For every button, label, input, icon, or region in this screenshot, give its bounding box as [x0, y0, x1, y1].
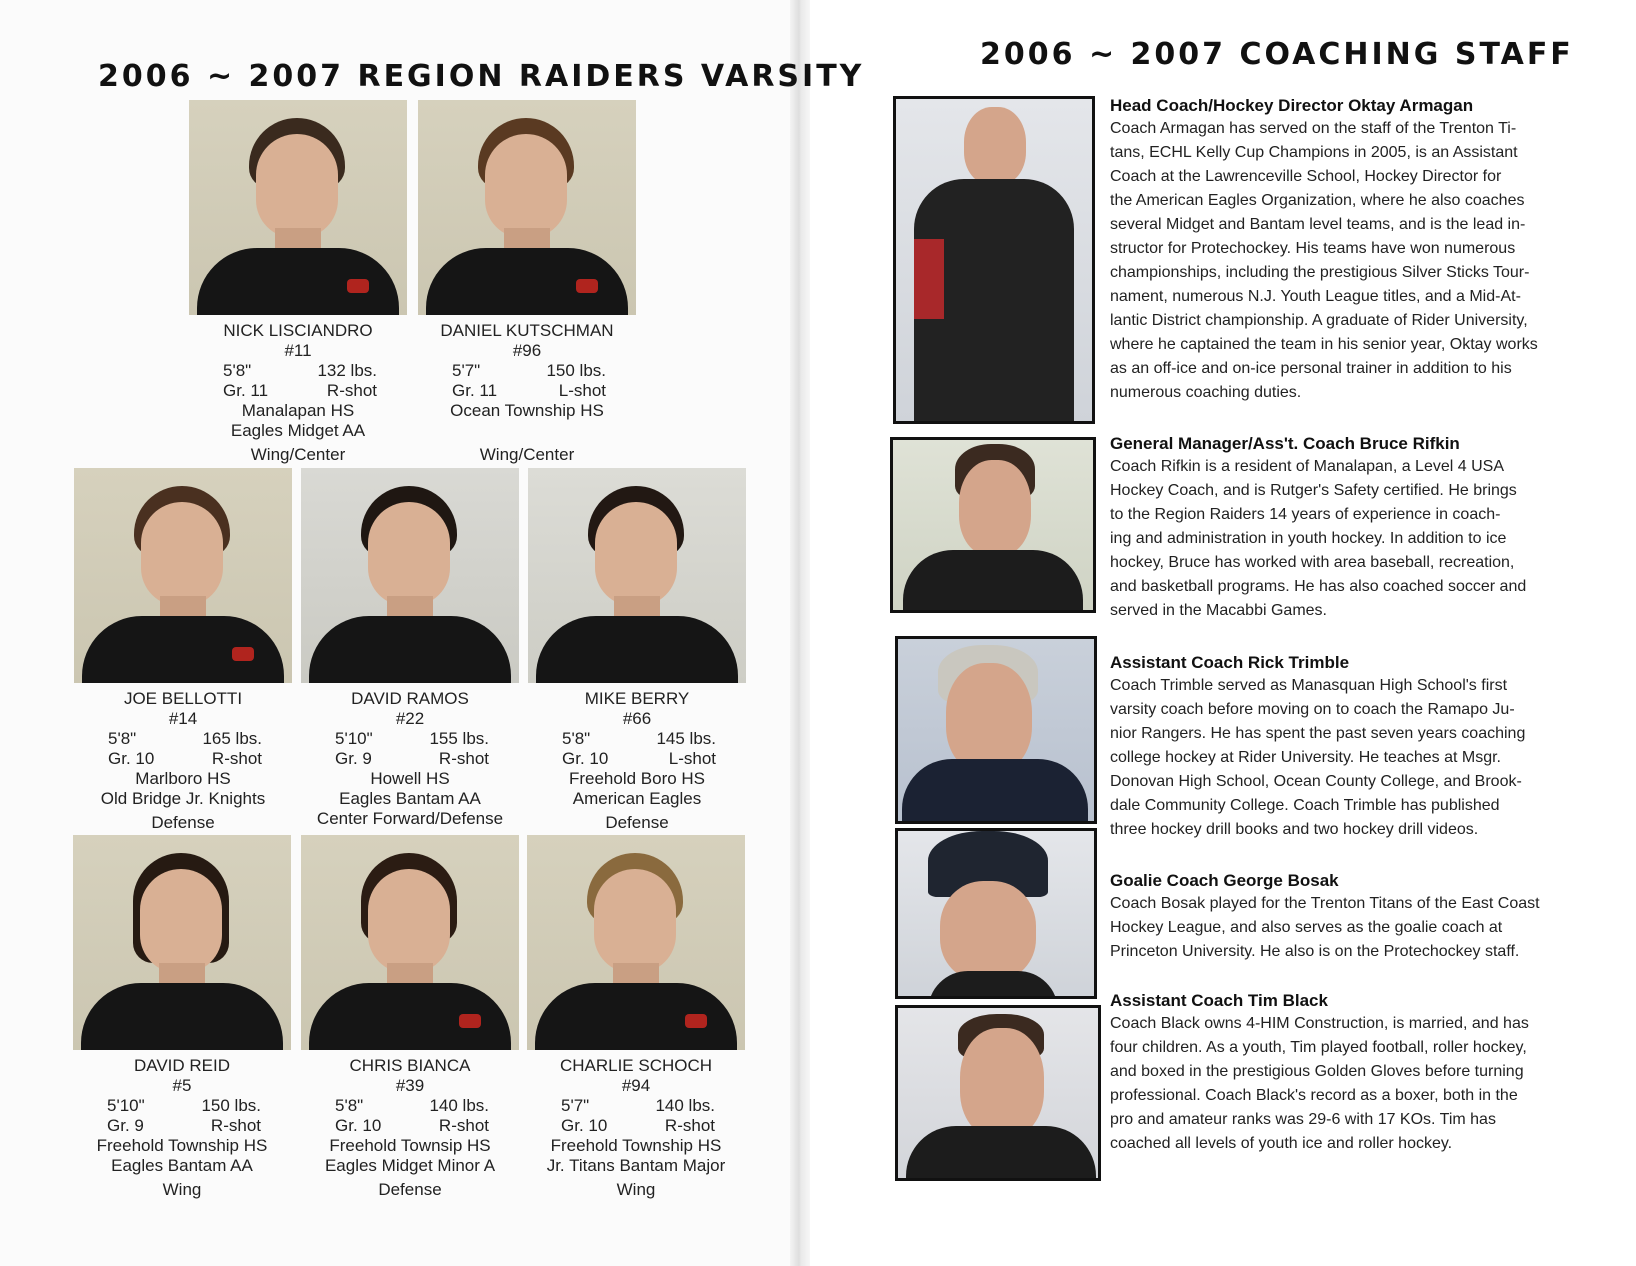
player-card: [528, 468, 746, 833]
player-card: [418, 100, 636, 465]
player-weight: 140 lbs.: [429, 1096, 489, 1115]
region-logo-icon: [459, 1014, 481, 1028]
player-grade: Gr. 10: [335, 1116, 382, 1135]
player-number: #96: [512, 341, 542, 360]
player-number: #5: [172, 1076, 192, 1095]
coaching-staff-heading: 2006 ~ 2007 COACHING STAFF: [980, 37, 1574, 72]
player-photo: [527, 835, 745, 1050]
player-height: 5'8": [335, 1096, 364, 1115]
player-weight: 150 lbs.: [546, 361, 606, 380]
player-team: Old Bridge Jr. Knights: [100, 789, 266, 808]
coach-title: Assistant Coach Tim Black: [1110, 991, 1328, 1010]
player-card: [189, 100, 407, 465]
player-photo: [189, 100, 407, 315]
player-shot: R-shot: [326, 381, 377, 400]
player-name: NICK LISCIANDRO: [223, 321, 373, 340]
player-position: Defense: [605, 813, 669, 832]
player-photo: [301, 835, 519, 1050]
player-weight: 150 lbs.: [201, 1096, 261, 1115]
coach-photo: [895, 636, 1097, 824]
player-photo: [528, 468, 746, 683]
book-gutter: [790, 0, 810, 1266]
player-weight: 140 lbs.: [655, 1096, 715, 1115]
player-height: 5'8": [223, 361, 252, 380]
region-logo-icon: [347, 279, 369, 293]
player-name: DANIEL KUTSCHMAN: [440, 321, 614, 340]
player-weight: 132 lbs.: [317, 361, 377, 380]
coach-bio: Coach Trimble served as Manasquan High School's first varsity coach before moving on to coach the Ramapo Ju- nior Rangers. He has spent the past seven years coaching college hockey at Rider University. He teaches at Msgr. Donovan High School, Ocean County College, and Brook- dale Community College. Coach Trimble has published three hockey drill books and two hockey drill videos.: [1110, 677, 1526, 838]
coach-entry: [1110, 433, 1550, 623]
player-weight: 155 lbs.: [429, 729, 489, 748]
player-number: #22: [395, 709, 425, 728]
player-team: Eagles Bantam AA: [339, 789, 481, 808]
player-position: Wing/Center: [250, 445, 346, 464]
player-height: 5'10": [107, 1096, 145, 1115]
coach-bio: Coach Bosak played for the Trenton Titans of the East Coast Hockey League, and also serves as the goalie coach at Princeton University. He also is on the Protechockey staff.: [1110, 895, 1540, 960]
player-school: Marlboro HS: [135, 769, 231, 788]
player-school: Freehold Township HS: [550, 1136, 722, 1155]
player-shot: R-shot: [664, 1116, 715, 1135]
player-grade: Gr. 10: [108, 749, 155, 768]
player-card: [527, 835, 745, 1200]
coach-photo: [895, 828, 1097, 999]
region-logo-icon: [232, 647, 254, 661]
player-number: #94: [621, 1076, 651, 1095]
player-card: [73, 835, 291, 1200]
player-name: DAVID RAMOS: [351, 689, 469, 708]
player-grade: Gr. 11: [223, 381, 269, 400]
coach-photo: [893, 96, 1095, 424]
coach-title: Assistant Coach Rick Trimble: [1110, 653, 1350, 672]
player-position: Center Forward/Defense: [316, 809, 504, 828]
player-school: Freehold Townsip HS: [329, 1136, 491, 1155]
player-height: 5'7": [561, 1096, 590, 1115]
player-grade: Gr. 11: [452, 381, 498, 400]
coach-bio: Coach Rifkin is a resident of Manalapan, a Level 4 USA Hockey Coach, and is Rutger's Safety certified. He brings to the Region Raiders 14 years of experience in coach- ing and administration in youth hockey. In addition to ice hockey, Bruce has worked with area baseball, recreation, and basketball programs. He has also coached soccer and served in the Macabbi Games.: [1110, 458, 1527, 619]
player-grade: Gr. 10: [561, 1116, 608, 1135]
player-position: Defense: [378, 1180, 442, 1199]
player-grade: Gr. 9: [335, 749, 372, 768]
coach-entry: [1110, 870, 1550, 964]
player-team: American Eagles: [572, 789, 702, 808]
player-school: Freehold Township HS: [96, 1136, 268, 1155]
player-name: DAVID REID: [133, 1056, 231, 1075]
player-height: 5'7": [452, 361, 481, 380]
player-photo: [73, 835, 291, 1050]
player-team: Eagles Midget Minor A: [324, 1156, 496, 1175]
coach-photo: [895, 1005, 1101, 1181]
player-height: 5'8": [562, 729, 591, 748]
player-school: Freehold Boro HS: [568, 769, 706, 788]
varsity-heading: 2006 ~ 2007 REGION RAIDERS VARSITY: [98, 59, 865, 94]
player-grade: Gr. 10: [562, 749, 609, 768]
player-height: 5'10": [335, 729, 373, 748]
player-card: [74, 468, 292, 833]
player-number: #11: [284, 341, 312, 360]
coach-title: Head Coach/Hockey Director Oktay Armagan: [1110, 96, 1474, 115]
region-logo-icon: [576, 279, 598, 293]
player-name: CHRIS BIANCA: [349, 1056, 471, 1075]
player-grade: Gr. 9: [107, 1116, 144, 1135]
coach-bio: Coach Black owns 4-HIM Construction, is married, and has four children. As a youth, Tim played football, roller hockey, and boxed in the prestigious Golden Gloves before turning professional. Coach Black's record as a boxer, both in the pro and amateur ranks was 29-6 with 17 KOs. Tim has coached all levels of youth ice and roller hockey.: [1110, 1015, 1529, 1152]
player-position: Wing/Center: [479, 445, 575, 464]
coach-entry: [1110, 990, 1550, 1156]
player-team: Jr. Titans Bantam Major: [546, 1156, 726, 1175]
player-weight: 145 lbs.: [656, 729, 716, 748]
player-team: Eagles Bantam AA: [111, 1156, 253, 1175]
coach-entry: [1110, 652, 1550, 842]
player-school: Howell HS: [370, 769, 450, 788]
player-shot: R-shot: [210, 1116, 261, 1135]
player-name: MIKE BERRY: [584, 689, 690, 708]
player-card: [301, 468, 519, 829]
player-name: JOE BELLOTTI: [123, 689, 243, 708]
player-shot: L-shot: [668, 749, 716, 768]
coach-entry: [1110, 95, 1550, 405]
player-photo: [418, 100, 636, 315]
player-number: #39: [395, 1076, 425, 1095]
player-photo: [301, 468, 519, 683]
player-card: [301, 835, 519, 1200]
coach-title: General Manager/Ass't. Coach Bruce Rifkin: [1110, 434, 1460, 453]
region-logo-icon: [685, 1014, 707, 1028]
player-shot: R-shot: [211, 749, 262, 768]
player-shot: R-shot: [438, 749, 489, 768]
coach-bio: Coach Armagan has served on the staff of the Trenton Ti- tans, ECHL Kelly Cup Champions in 2005, is an Assistant Coach at the Lawrenceville School, Hockey Director for the American Eagles Organization, where he also coaches several Midget and Bantam level teams, and is the lead in- structor for Protechockey. His teams have won numerous championships, including the prestigious Silver Sticks Tour- nament, numerous N.J. Youth League titles, and a Mid-At- lantic District championship. A graduate of Rider University, where he captained the team in his senior year, Oktay works as an off-ice and on-ice personal trainer in addition to his numerous coaching duties.: [1110, 120, 1538, 401]
player-shot: L-shot: [558, 381, 606, 400]
player-position: Wing: [616, 1180, 656, 1199]
player-weight: 165 lbs.: [202, 729, 262, 748]
player-school: Ocean Township HS: [450, 401, 604, 420]
player-photo: [74, 468, 292, 683]
player-number: #66: [622, 709, 652, 728]
player-team: [418, 421, 636, 441]
player-shot: R-shot: [438, 1116, 489, 1135]
coach-photo: [890, 437, 1096, 613]
player-team: Eagles Midget AA: [230, 421, 366, 440]
player-number: #14: [168, 709, 198, 728]
player-position: Defense: [151, 813, 215, 832]
player-position: Wing: [162, 1180, 202, 1199]
player-name: CHARLIE SCHOCH: [559, 1056, 713, 1075]
coach-title: Goalie Coach George Bosak: [1110, 871, 1339, 890]
player-school: Manalapan HS: [241, 401, 355, 420]
player-height: 5'8": [108, 729, 137, 748]
